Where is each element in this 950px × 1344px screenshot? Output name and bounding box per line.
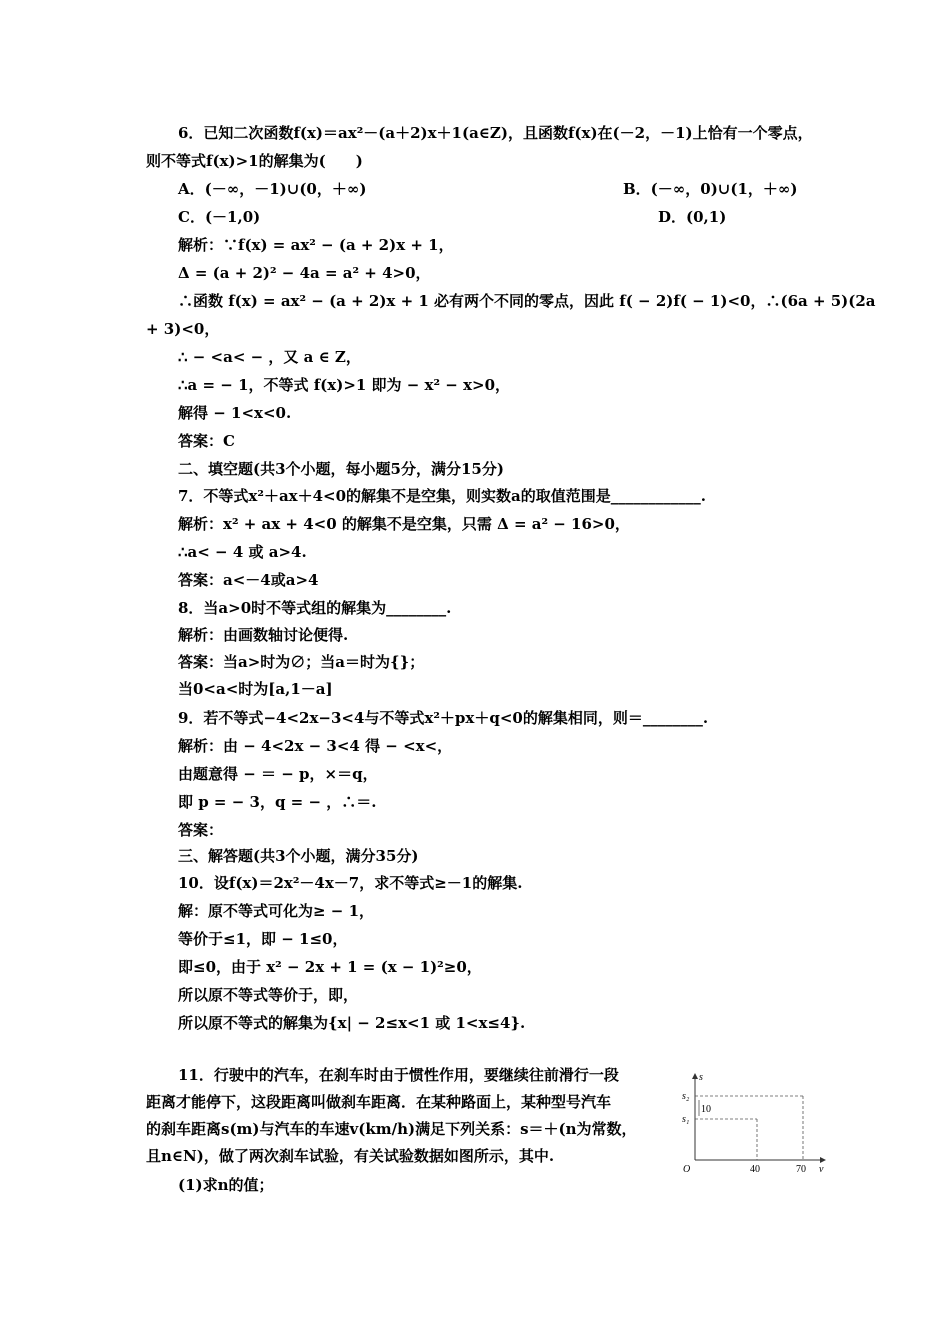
- section-fill-in-heading: 二、填空题(共3个小题，每小题5分，满分15分): [178, 460, 504, 478]
- q6-option-c: C．(－1,0): [178, 208, 261, 226]
- q7-stem: 7．不等式x²＋ax＋4<0的解集不是空集，则实数a的取值范围是____________.: [178, 487, 706, 505]
- section-solve-heading: 三、解答题(共3个小题，满分35分): [178, 847, 419, 865]
- q11-stem-line2: 距离才能停下，这段距离叫做刹车距离．在某种路面上，某种型号汽车: [146, 1093, 612, 1111]
- q10-solution-line2: 等价于≤1，即 − 1≤0，: [178, 930, 348, 948]
- q6-solution-line5: ∴ − <a< − ，又 a ∈ Z，: [178, 348, 361, 366]
- q9-solution-line3: 即 p = − 3，q = − ，∴＝.: [178, 793, 377, 811]
- q9-answer: 答案：: [178, 821, 224, 839]
- q6-stem-line1: 6．已知二次函数f(x)＝ax²－(a＋2)x＋1(a∈Z)，且函数f(x)在(－2，－1)上恰有一个零点，: [178, 124, 813, 142]
- q6-answer: 答案：C: [178, 432, 235, 450]
- q7-solution-line2: ∴a< − 4 或 a>4.: [178, 543, 307, 561]
- y-axis-label: s: [699, 1072, 703, 1083]
- q8-answer-line2: 当0<a<时为[a,1－a]: [178, 680, 333, 698]
- q6-option-b: B．(－∞，0)∪(1，＋∞): [623, 180, 798, 198]
- q6-options-row2: [178, 207, 778, 227]
- origin-label: O: [683, 1164, 691, 1175]
- q6-solution-line7: 解得 − 1<x<0.: [178, 404, 292, 422]
- q6-solution-line3: ∴函数 f(x) = ax² − (a + 2)x + 1 必有两个不同的零点，因此 f( − 2)f( − 1)<0，∴(6a + 5)(2a: [178, 292, 876, 310]
- q11-part1: (1)求n的值；: [178, 1176, 274, 1194]
- q6-solution-line6: ∴a = − 1，不等式 f(x)>1 即为 − x² − x>0，: [178, 376, 511, 394]
- q11-stem-line4: 且n∈N)，做了两次刹车试验，有关试验数据如图所示，其中.: [146, 1147, 555, 1165]
- q7-answer: 答案：a<－4或a>4: [178, 571, 319, 589]
- q9-stem: 9．若不等式−4<2x−3<4与不等式x²＋px＋q<0的解集相同，则＝________.: [178, 709, 709, 727]
- q6-option-d: D．(0,1): [658, 208, 727, 226]
- q6-solution-line1: 解析：∵f(x) = ax² − (a + 2)x + 1，: [178, 236, 454, 254]
- q10-solution-line5: 所以原不等式的解集为{x| − 2≤x<1 或 1<x≤4}.: [178, 1014, 526, 1032]
- q10-solution-line3: 即≤0，由于 x² − 2x + 1 = (x − 1)²≥0，: [178, 958, 482, 976]
- tick-40: 40: [750, 1164, 760, 1175]
- s2-label: s₂: [682, 1091, 690, 1102]
- q11-stem-line1: 11．行驶中的汽车，在刹车时由于惯性作用，要继续往前滑行一段: [178, 1066, 619, 1084]
- q6-options-row1: [178, 179, 798, 199]
- ten-label: 10: [701, 1104, 711, 1115]
- q9-solution-line2: 由题意得 − ＝ − p，×＝q，: [178, 765, 378, 783]
- q7-solution-line1: 解析：x² + ax + 4<0 的解集不是空集，只需 Δ = a² − 16>0，: [178, 515, 630, 533]
- q6-stem-line2: 则不等式f(x)>1的解集为( ): [146, 152, 363, 170]
- q11-stem-line3: 的刹车距离s(m)与汽车的车速v(km/h)满足下列关系：s＝＋(n为常数，: [146, 1120, 637, 1138]
- tick-70: 70: [796, 1164, 806, 1175]
- s1-label: s₁: [682, 1114, 690, 1125]
- x-axis-label: v: [819, 1164, 824, 1175]
- q10-solution-line4: 所以原不等式等价于，即，: [178, 986, 359, 1004]
- q6-solution-line4: + 3)<0，: [146, 320, 220, 338]
- q6-option-a: A．(－∞，－1)∪(0，＋∞): [178, 180, 367, 198]
- q8-stem: 8．当a>0时不等式组的解集为________.: [178, 599, 452, 617]
- q10-solution-line1: 解：原不等式可化为≥ − 1，: [178, 902, 375, 920]
- q6-solution-line2: Δ = (a + 2)² − 4a = a² + 4>0，: [178, 264, 431, 282]
- q10-stem: 10．设f(x)＝2x²－4x－7，求不等式≥－1的解集.: [178, 874, 523, 892]
- q8-answer-line1: 答案：当a>时为∅；当a＝时为{}；: [178, 653, 425, 671]
- q9-solution-line1: 解析：由 − 4<2x − 3<4 得 − <x<，: [178, 737, 453, 755]
- q8-solution: 解析：由画数轴讨论便得.: [178, 626, 349, 644]
- braking-distance-figure: [675, 1068, 835, 1178]
